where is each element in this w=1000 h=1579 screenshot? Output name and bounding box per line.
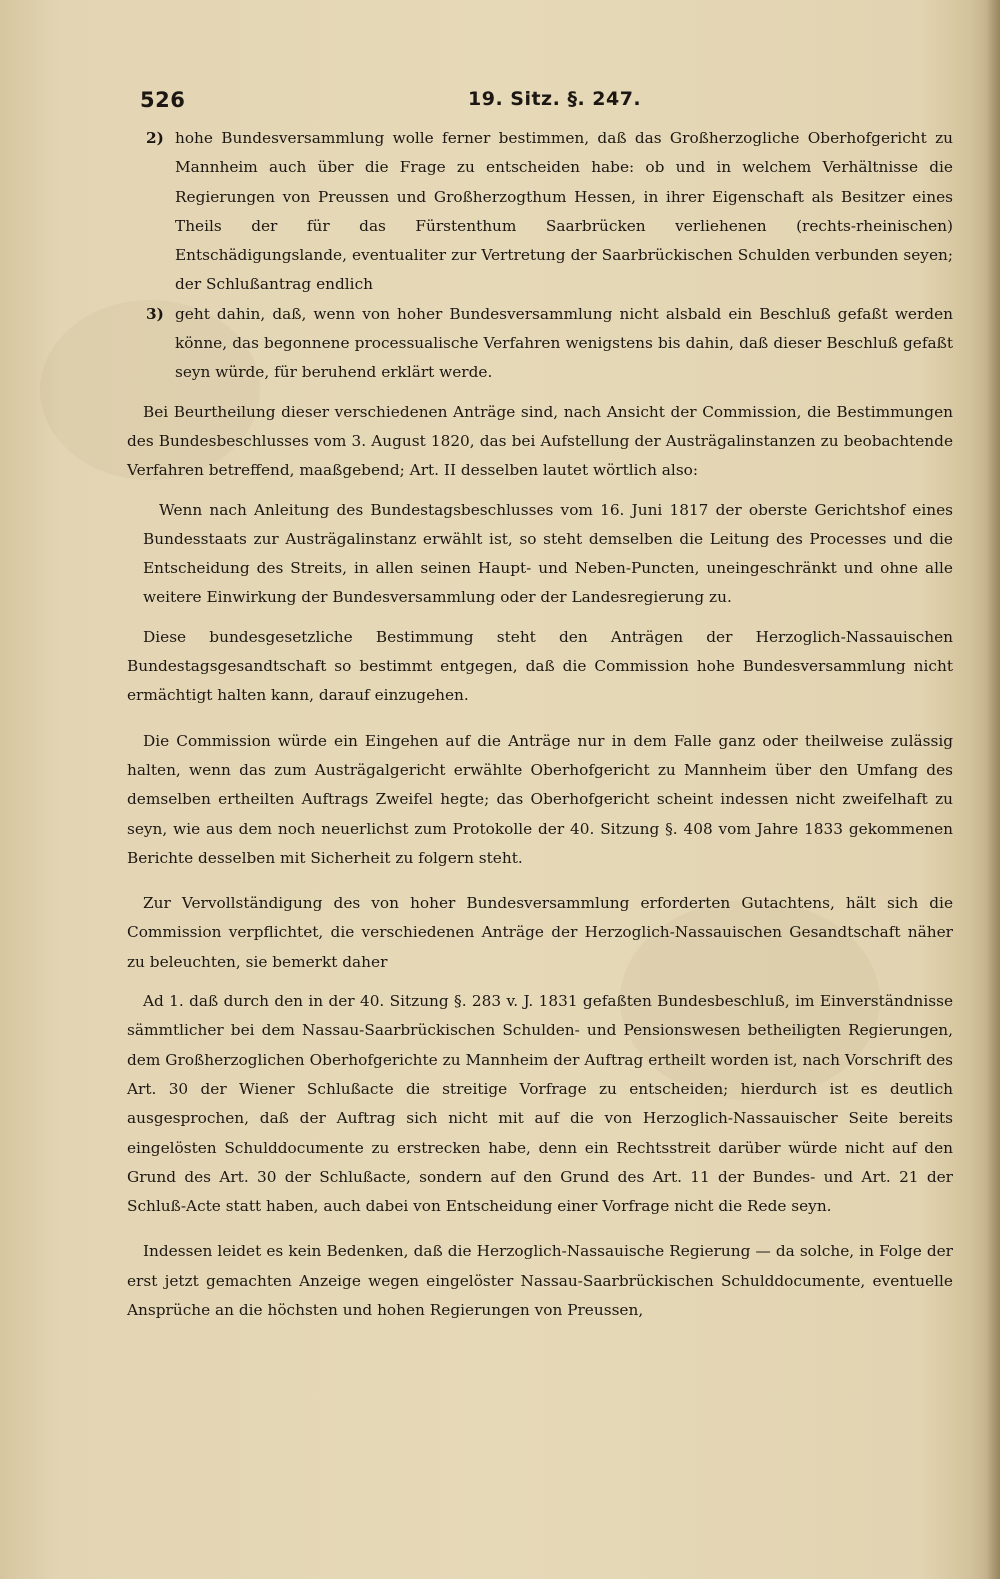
running-head: 19. Sitz. §. 247.: [468, 88, 642, 110]
paragraph: Die Commission würde ein Eingehen auf die Anträge nur in dem Falle ganz oder theilweise zulässig halten, wenn das zum Austrägalgericht erwählte Oberhofgericht zu Mannheim über den Umfang des demselben ertheilten Auftrags Zweifel hegte; das Oberhofgericht scheint indessen nicht zweifelhaft zu seyn, wie aus dem noch neuerlichst zum Protokolle der 40. Sitzung §. 408 vom Jahre 1833 gekommenen Berichte desselben mit Sicherheit zu folgern steht.: [127, 731, 953, 867]
page-edge-shadow: [986, 0, 1000, 1579]
item-number: 2): [146, 129, 164, 147]
item-text: hohe Bundesversammlung wolle ferner bestimmen, daß das Großherzogliche Oberhofgericht zu Mannheim auch über die Frage zu entscheiden habe: ob und in welchem Verhältnisse die Regierungen von Preussen und Großherzogthum Hessen, in ihrer Eigenschaft als Besitzer eines Theils der für das Fürstenthum Saarbrücken verliehenen (rechts-rheinischen) Entschädigungslande, eventualiter zur Vertretung der Saarbrückischen Schulden verbunden seyen; der Schlußantrag endlich: [175, 129, 953, 294]
item-text: geht dahin, daß, wenn von hoher Bundesversammlung nicht alsbald ein Beschluß gefaßt werden könne, das begonnene processualische Verfahren wenigstens bis dahin, daß dieser Beschluß gefaßt seyn würde, für beruhend erklärt werde.: [175, 304, 953, 382]
numbered-item-2: [127, 124, 953, 300]
paragraph: Indessen leidet es kein Bedenken, daß die Herzoglich-Nassauische Regierung — da solche, in Folge der erst jetzt gemachten Anzeige wegen eingelöster Nassau-Saarbrückischen Schulddocumente, eventuelle Ansprüche an die höchsten und hohen Regierungen von Preussen,: [127, 1242, 953, 1319]
quoted-statute: [127, 496, 953, 613]
paragraph: Diese bundesgesetzliche Bestimmung steht den Anträgen der Herzoglich-Nassauischen Bundestagsgesandtschaft so bestimmt entgegen, daß die Commission hohe Bundesversammlung nicht ermächtigt halten kann, darauf einzugehen.: [127, 627, 953, 705]
page-body: [127, 124, 953, 1325]
paragraph: Ad 1. daß durch den in der 40. Sitzung §. 283 v. J. 1831 gefaßten Bundesbeschluß, im Einverständnisse sämmtlicher bei dem Nassau-Saarbrückischen Schulden- und Pensionswesen betheiligten Regierungen, dem Großherzoglichen Oberhofgerichte zu Mannheim der Auftrag ertheilt worden ist, nach Vorschrift des Art. 30 der Wiener Schlußacte die streitige Vorfrage zu entscheiden; hierdurch ist es deutlich ausgesprochen, daß der Auftrag sich nicht mit auf die von Herzoglich-Nassauischer Seite bereits eingelösten Schulddocumente zu erstrecken habe, denn ein Rechtsstreit darüber würde nicht auf den Grund des Art. 30 der Schlußacte, sondern auf den Grund des Art. 11 der Bundes- und Art. 21 der Schluß-Acte statt haben, auch dabei von Entscheidung einer Vorfrage nicht die Rede seyn.: [127, 992, 953, 1216]
item-number: 3): [146, 304, 164, 323]
paragraph: Zur Vervollständigung des von hoher Bundesversammlung erforderten Gutachtens, hält sich die Commission verpflichtet, die verschiedenen Anträge der Herzoglich-Nassauischen Gesandtschaft näher zu beleuchten, sie bemerkt daher: [127, 894, 953, 971]
paragraph: Bei Beurtheilung dieser verschiedenen Anträge sind, nach Ansicht der Commission, die Bestimmungen des Bundesbeschlusses vom 3. August 1820, das bei Aufstellung der Austrägalinstanzen zu beobachtende Verfahren betreffend, maaßgebend; Art. II desselben lautet wörtlich also:: [127, 402, 953, 480]
page-number: 526: [140, 88, 186, 112]
quote-text: Wenn nach Anleitung des Bundestagsbeschlusses vom 16. Juni 1817 der oberste Gerichtshof eines Bundesstaats zur Austrägalinstanz erwählt ist, so steht demselben die Leitung des Processes und die Entscheidung des Streits, in allen seinen Haupt- und Neben-Puncten, uneingeschränkt und ohne alle weitere Einwirkung der Bundesversammlung oder der Landesregierung zu.: [143, 500, 953, 607]
page-header: [140, 88, 950, 118]
numbered-item-3: [127, 300, 953, 388]
